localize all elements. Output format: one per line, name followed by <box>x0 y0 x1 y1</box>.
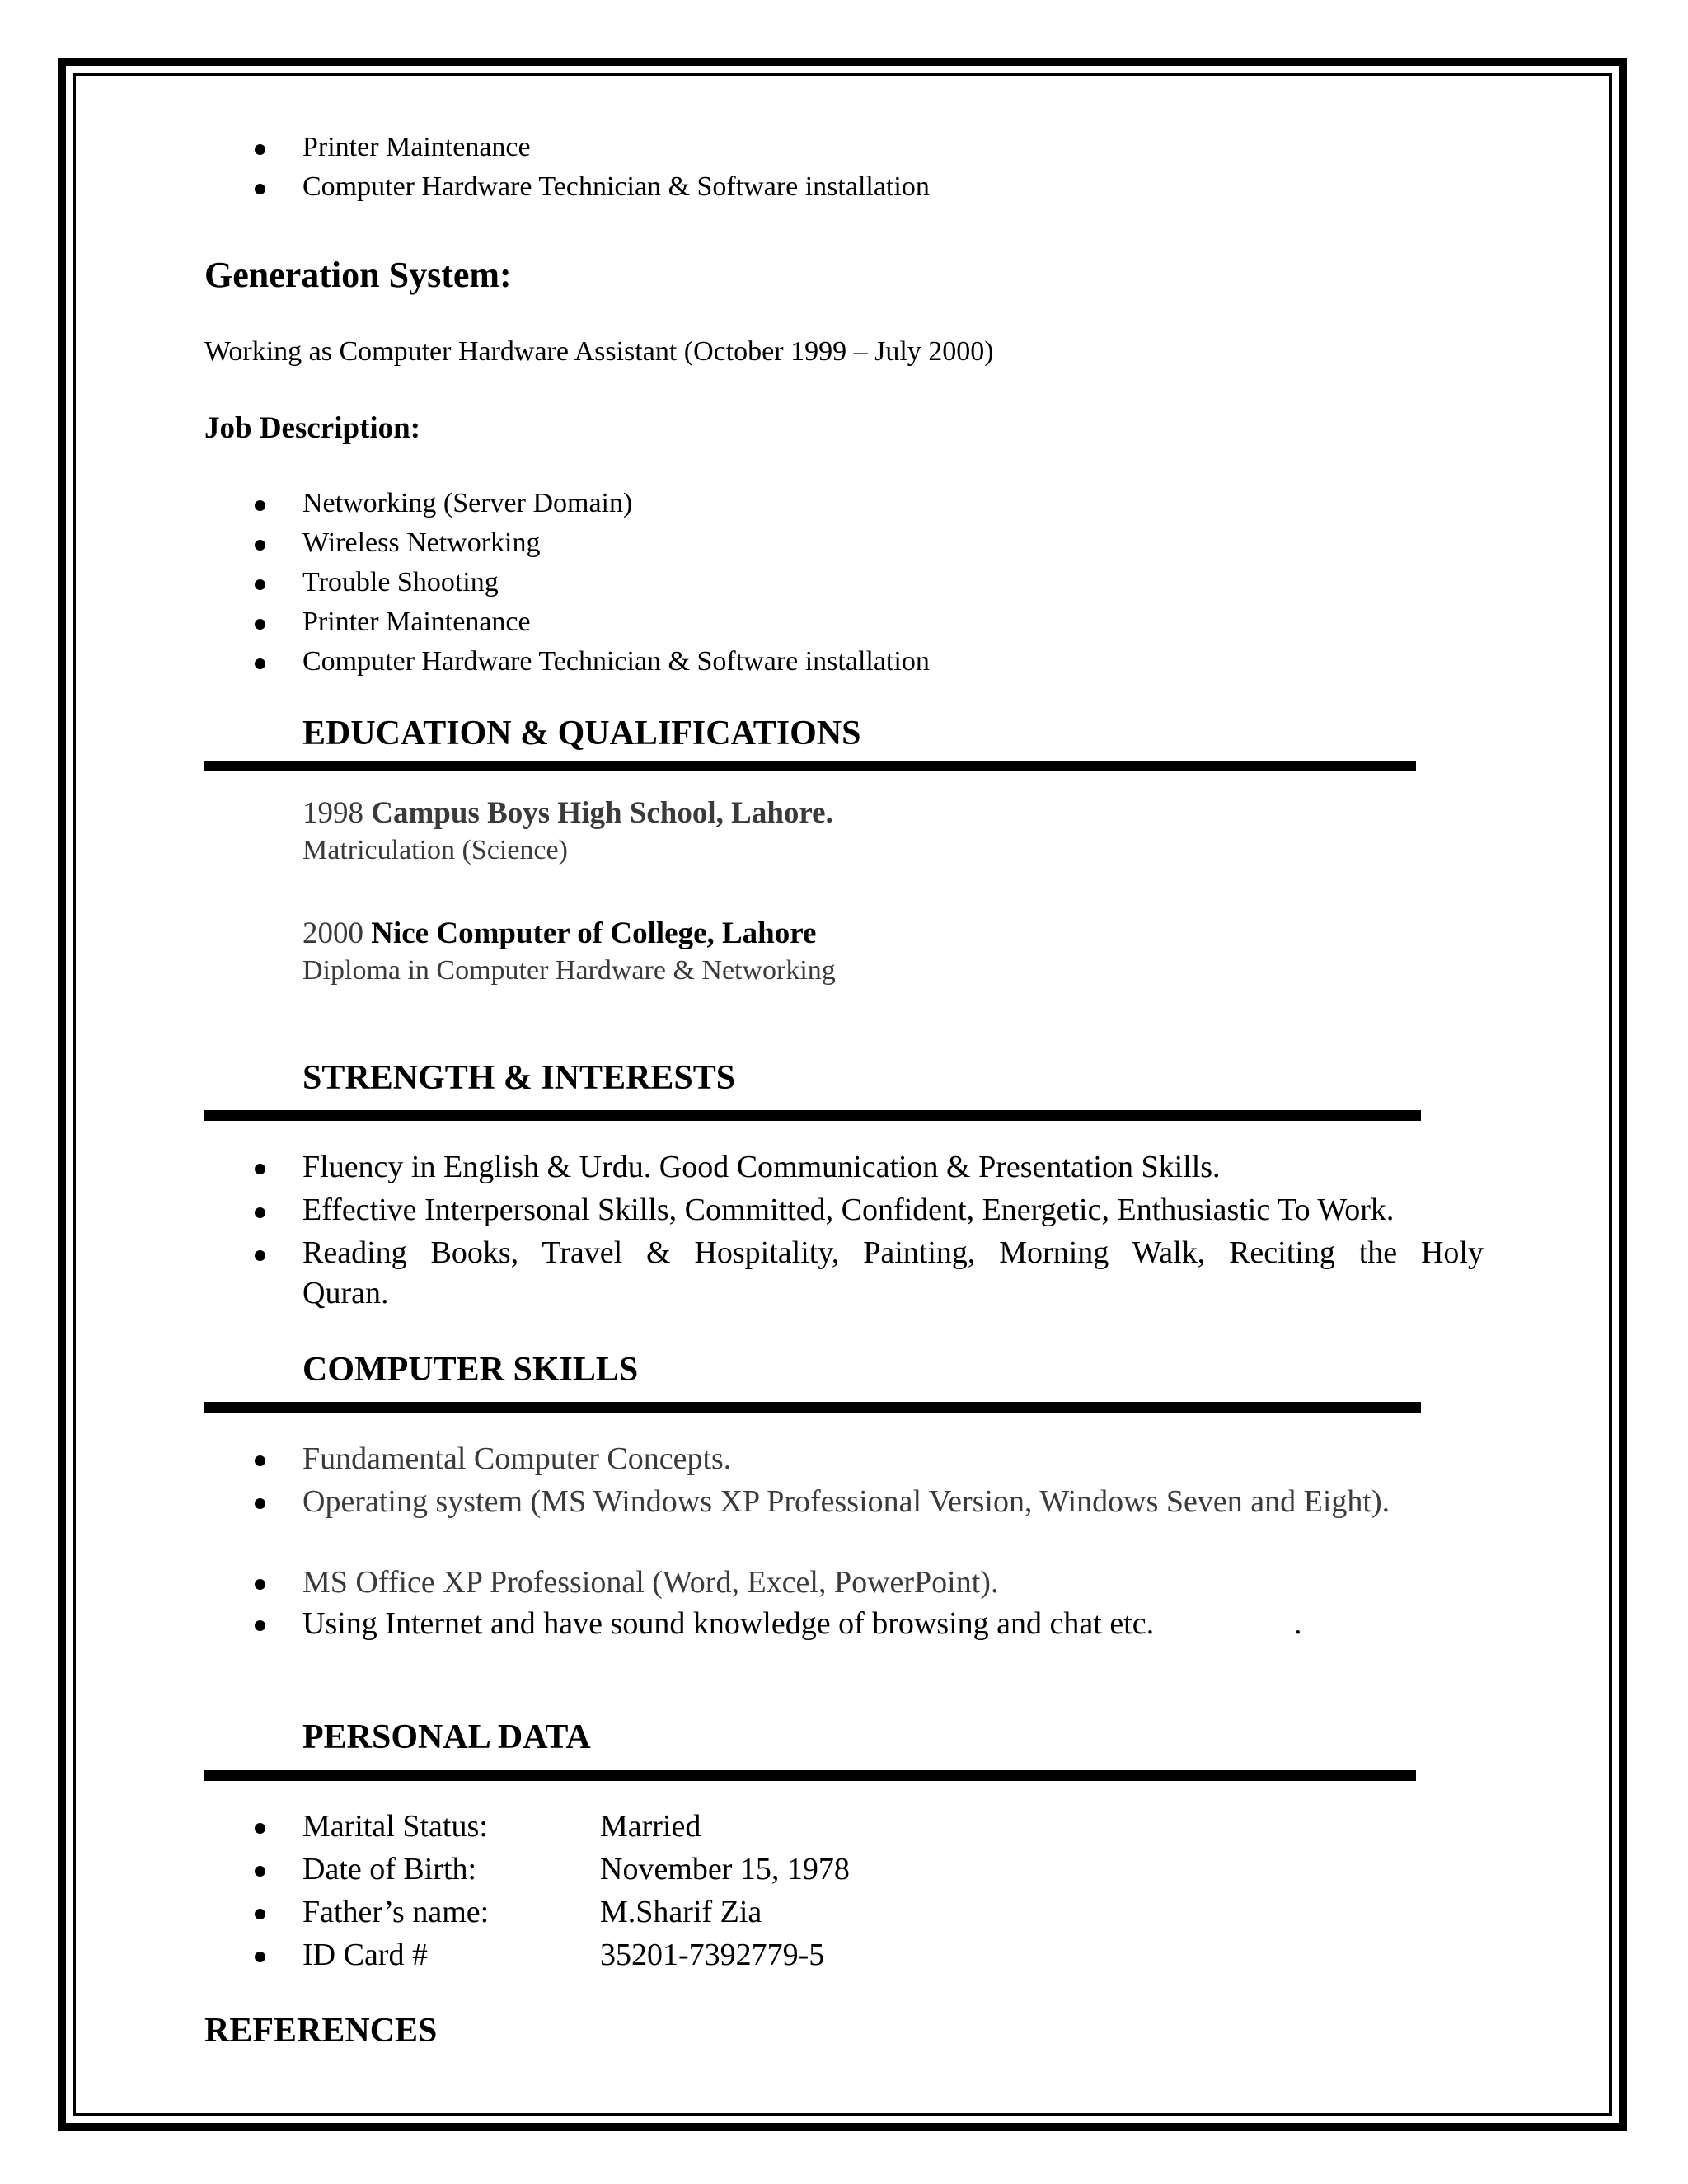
education-institution: Campus Boys High School, Lahore. <box>371 796 833 830</box>
education-year: 2000 <box>302 916 363 950</box>
personal-value: November 15, 1978 <box>600 1852 850 1886</box>
list-item: Trouble Shooting <box>302 567 499 598</box>
bullet-icon <box>255 1207 265 1218</box>
bullet-icon <box>255 144 265 155</box>
employer-position: Working as Computer Hardware Assistant (October 1999 – July 2000) <box>204 336 994 367</box>
bullet-icon <box>255 1164 265 1174</box>
list-item: Fundamental Computer Concepts. <box>302 1441 732 1476</box>
list-item-continuation: Quran. <box>302 1276 389 1310</box>
bullet-icon <box>255 1250 265 1261</box>
employer-name: Generation System: <box>204 255 512 295</box>
section-rule <box>204 1402 1421 1413</box>
personal-label: ID Card # <box>302 1938 428 1972</box>
bullet-icon <box>255 500 265 511</box>
section-heading-education: EDUCATION & QUALIFICATIONS <box>302 715 861 752</box>
list-item: Operating system (MS Windows XP Professional Version, Windows Seven and Eight). <box>302 1484 1390 1519</box>
bullet-icon <box>255 1909 265 1919</box>
list-item: MS Office XP Professional (Word, Excel, PowerPoint). <box>302 1565 999 1600</box>
section-heading-personal-data: PERSONAL DATA <box>302 1718 591 1756</box>
education-institution: Nice Computer of College, Lahore <box>371 916 817 950</box>
bullet-icon <box>255 1579 265 1590</box>
bullet-icon <box>255 579 265 590</box>
personal-value: M.Sharif Zia <box>600 1895 762 1929</box>
section-heading-strengths: STRENGTH & INTERESTS <box>302 1059 736 1097</box>
bullet-icon <box>255 1455 265 1466</box>
list-item: Wireless Networking <box>302 527 541 558</box>
list-item: Reading Books, Travel & Hospitality, Painting, Morning Walk, Reciting the Holy <box>302 1235 1484 1270</box>
personal-label: Date of Birth: <box>302 1852 477 1886</box>
list-item: Computer Hardware Technician & Software installation <box>302 646 930 677</box>
bullet-icon <box>255 1952 265 1962</box>
section-heading-computer-skills: COMPUTER SKILLS <box>302 1351 639 1389</box>
bullet-icon <box>255 1498 265 1509</box>
education-detail: Matriculation (Science) <box>302 835 568 865</box>
list-item: Networking (Server Domain) <box>302 488 633 518</box>
personal-value: Married <box>600 1809 701 1844</box>
list-item: Printer Maintenance <box>302 607 531 637</box>
bullet-icon <box>255 1620 265 1631</box>
section-rule <box>204 1770 1416 1781</box>
education-year: 1998 <box>302 796 363 830</box>
personal-label: Marital Status: <box>302 1809 488 1844</box>
section-heading-references: REFERENCES <box>204 2012 438 2050</box>
list-item: Printer Maintenance <box>302 132 531 162</box>
bullet-icon <box>255 540 265 551</box>
stray-period: . <box>1294 1606 1302 1641</box>
list-item: Using Internet and have sound knowledge of browsing and chat etc. <box>302 1606 1155 1641</box>
bullet-icon <box>255 184 265 194</box>
education-detail: Diploma in Computer Hardware & Networking <box>302 955 836 986</box>
list-item: Fluency in English & Urdu. Good Communication & Presentation Skills. <box>302 1150 1221 1184</box>
personal-value: 35201-7392779-5 <box>600 1938 825 1972</box>
list-item: Effective Interpersonal Skills, Committed, Confident, Energetic, Enthusiastic To Work. <box>302 1193 1395 1227</box>
bullet-icon <box>255 1823 265 1834</box>
bullet-icon <box>255 619 265 630</box>
bullet-icon <box>255 658 265 669</box>
personal-label: Father’s name: <box>302 1895 490 1929</box>
list-item: Computer Hardware Technician & Software installation <box>302 171 930 202</box>
bullet-icon <box>255 1866 265 1877</box>
section-rule <box>204 1110 1421 1121</box>
section-rule <box>204 761 1416 771</box>
job-description-label: Job Description: <box>204 411 421 445</box>
